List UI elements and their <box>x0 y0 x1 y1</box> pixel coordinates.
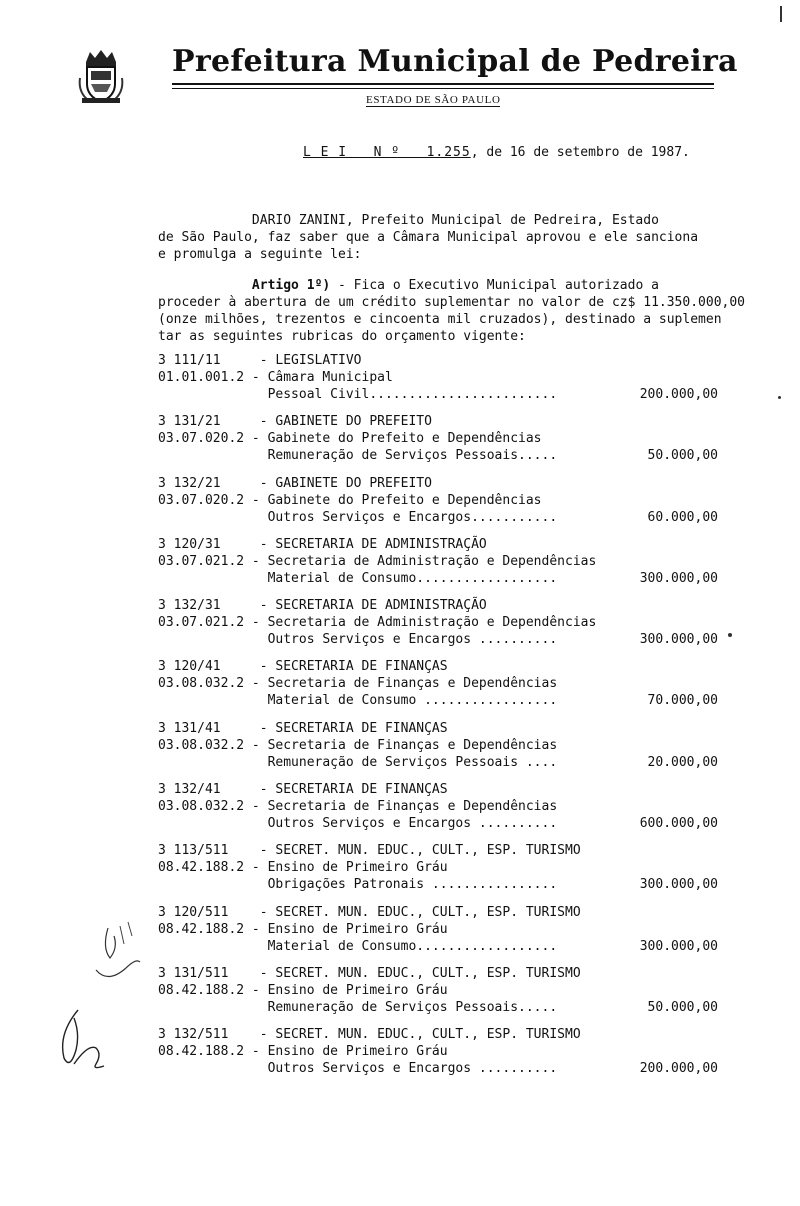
item-code-line: 3 132/31 - SECRETARIA DE ADMINISTRAÇÃO <box>158 598 487 614</box>
law-heading <box>303 145 690 160</box>
article-heading: Artigo 1º) <box>251 278 331 293</box>
item-code-line: 3 120/41 - SECRETARIA DE FINANÇAS <box>158 659 448 675</box>
item-unit-line: 08.42.188.2 - Ensino de Primeiro Gráu <box>158 860 448 876</box>
law-date: , de 16 de setembro de 1987. <box>470 145 690 160</box>
budget-item <box>158 475 718 536</box>
ink-dot <box>728 633 732 637</box>
item-code-line: 3 113/511 - SECRET. MUN. EDUC., CULT., ESP. TURISMO <box>158 843 581 859</box>
budget-item <box>158 597 718 658</box>
item-value: 200.000,00 <box>639 1061 718 1077</box>
item-description-line: Outros Serviços e Encargos .......... <box>158 1061 558 1077</box>
handwritten-initials-icon <box>88 918 148 998</box>
item-code-line: 3 132/21 - GABINETE DO PREFEITO <box>158 475 432 491</box>
item-unit-line: 03.08.032.2 - Secretaria de Finanças e Dependências <box>158 737 558 753</box>
item-value: 50.000,00 <box>647 448 718 464</box>
preamble-line: e promulga a seguinte lei: <box>158 247 362 262</box>
item-code-line: 3 120/31 - SECRETARIA DE ADMINISTRAÇÃO <box>158 536 487 552</box>
item-value: 300.000,00 <box>639 938 718 954</box>
budget-item <box>158 658 718 719</box>
item-description-line: Remuneração de Serviços Pessoais..... <box>158 448 558 464</box>
page-title: Prefeitura Municipal de Pedreira <box>172 44 738 79</box>
municipal-coat-of-arms-icon <box>78 48 124 104</box>
item-description-line: Pessoal Civil........................ <box>158 387 558 402</box>
item-unit-line: 08.42.188.2 - Ensino de Primeiro Gráu <box>158 1044 448 1060</box>
budget-item <box>158 1026 718 1087</box>
item-code-line: 3 131/41 - SECRETARIA DE FINANÇAS <box>158 720 448 736</box>
item-value: 60.000,00 <box>647 509 718 525</box>
budget-items-list <box>158 352 718 1088</box>
item-value: 300.000,00 <box>639 570 718 586</box>
item-code-line: 3 131/511 - SECRET. MUN. EDUC., CULT., ESP. TURISMO <box>158 965 581 981</box>
item-description-line: Remuneração de Serviços Pessoais .... <box>158 754 558 770</box>
item-description-line: Material de Consumo.................. <box>158 570 558 586</box>
item-unit-line: 03.07.020.2 - Gabinete do Prefeito e Dependências <box>158 492 542 508</box>
article-paragraph <box>158 277 745 345</box>
title-rule <box>172 83 714 85</box>
state-subtitle: ESTADO DE SÃO PAULO <box>366 94 501 106</box>
edge-mark <box>780 6 782 22</box>
title-rule-thin <box>172 88 714 89</box>
item-value: 200.000,00 <box>639 387 718 402</box>
budget-item <box>158 720 718 781</box>
item-unit-line: 03.07.021.2 - Secretaria de Administração e Dependências <box>158 615 597 631</box>
item-unit-line: 03.07.021.2 - Secretaria de Administração e Dependências <box>158 553 597 569</box>
item-description-line: Material de Consumo.................. <box>158 938 558 954</box>
item-value: 70.000,00 <box>647 693 718 709</box>
item-code-line: 3 131/21 - GABINETE DO PREFEITO <box>158 414 432 430</box>
item-value: 300.000,00 <box>639 632 718 648</box>
budget-item <box>158 352 718 413</box>
article-line: (onze milhões, trezentos e cincoenta mil cruzados), destinado a suplemen <box>158 312 722 327</box>
item-description-line: Outros Serviços e Encargos .......... <box>158 632 558 648</box>
budget-item <box>158 781 718 842</box>
item-description-line: Outros Serviços e Encargos .......... <box>158 816 558 832</box>
item-code-line: 3 120/511 - SECRET. MUN. EDUC., CULT., ESP. TURISMO <box>158 904 581 920</box>
item-description-line: Material de Consumo ................. <box>158 693 558 709</box>
preamble-line: de São Paulo, faz saber que a Câmara Municipal aprovou e ele sanciona <box>158 230 699 245</box>
item-code-line: 3 132/511 - SECRET. MUN. EDUC., CULT., ESP. TURISMO <box>158 1027 581 1043</box>
budget-item <box>158 413 718 474</box>
budget-item <box>158 536 718 597</box>
ink-dot <box>778 396 781 399</box>
item-value: 600.000,00 <box>639 816 718 832</box>
item-value: 20.000,00 <box>647 754 718 770</box>
item-unit-line: 08.42.188.2 - Ensino de Primeiro Gráu <box>158 982 448 998</box>
item-description-line: Outros Serviços e Encargos........... <box>158 509 558 525</box>
budget-item <box>158 904 718 965</box>
item-value: 300.000,00 <box>639 877 718 893</box>
item-unit-line: 08.42.188.2 - Ensino de Primeiro Gráu <box>158 921 448 937</box>
preamble-paragraph <box>158 212 698 263</box>
budget-item <box>158 842 718 903</box>
article-line: tar as seguintes rubricas do orçamento vigente: <box>158 329 526 344</box>
handwritten-signature-icon <box>52 1004 112 1076</box>
item-description-line: Remuneração de Serviços Pessoais..... <box>158 999 558 1015</box>
item-unit-line: 03.07.020.2 - Gabinete do Prefeito e Dependências <box>158 431 542 447</box>
preamble-line: DARIO ZANINI, Prefeito Municipal de Pedreira, Estado <box>158 213 659 228</box>
item-value: 50.000,00 <box>647 999 718 1015</box>
article-line: Artigo 1º) - Fica o Executivo Municipal autorizado a <box>251 278 659 293</box>
article-line: proceder à abertura de um crédito suplementar no valor de cz$ 11.350.000,00 <box>158 295 745 310</box>
item-unit-line: 03.08.032.2 - Secretaria de Finanças e Dependências <box>158 676 558 692</box>
budget-item <box>158 965 718 1026</box>
item-code-line: 3 132/41 - SECRETARIA DE FINANÇAS <box>158 782 448 798</box>
item-unit-line: 01.01.001.2 - Câmara Municipal <box>158 370 393 385</box>
item-unit-line: 03.08.032.2 - Secretaria de Finanças e Dependências <box>158 799 558 815</box>
law-number: L E I N º 1.255 <box>303 145 471 160</box>
item-description-line: Obrigações Patronais ................ <box>158 877 558 893</box>
item-code-line: 3 111/11 - LEGISLATIVO <box>158 353 362 368</box>
